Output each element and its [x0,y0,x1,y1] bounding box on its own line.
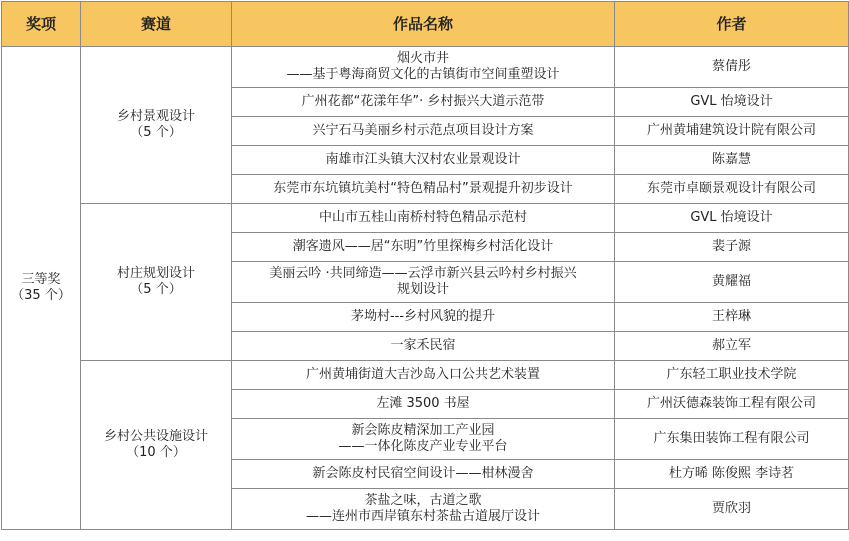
work-cell: 中山市五桂山南桥村特色精品示范村 [232,204,615,233]
work-cell: 左滩 3500 书屋 [232,390,615,419]
work-title: 烟火市井 [396,51,449,66]
table-row [2,47,849,88]
author-cell: 杜方晞 陈俊熙 李诗茗 [615,460,849,489]
track-cell [81,47,232,204]
work-subtitle: ——一体化陈皮产业专业平台 [338,439,508,454]
award-name: 三等奖 [21,272,61,287]
author-cell: 王梓琳 [615,303,849,332]
author-cell: 裴子源 [615,233,849,262]
work-subtitle: ——连州市西岸镇东村茶盐古道展厅设计 [305,509,540,524]
work-subtitle: 规划设计 [396,282,449,297]
work-cell: 广州黄埔街道大吉沙岛入口公共艺术装置 [232,361,615,390]
award-cell [2,47,81,530]
award-count: （35 个） [11,288,71,303]
work-title: 茶盐之味，古道之歌 [364,493,482,508]
header-work: 作品名称 [232,2,615,47]
work-cell: 南雄市江头镇大汉村农业景观设计 [232,146,615,175]
track-count: （10 个） [126,445,186,460]
work-cell [232,47,615,88]
author-cell: 贾欣羽 [615,489,849,530]
track-count: （5 个） [130,282,182,297]
track-name: 村庄规划设计 [116,266,195,281]
author-cell: 蔡倩彤 [615,47,849,88]
awards-table [1,1,849,530]
header-row [2,2,849,47]
track-name: 乡村公共设施设计 [103,429,208,444]
header-track: 赛道 [81,2,232,47]
work-cell: 兴宁石马美丽乡村示范点项目设计方案 [232,117,615,146]
author-cell: GVL 怡境设计 [615,204,849,233]
track-count: （5 个） [130,125,182,140]
track-cell [81,361,232,530]
author-cell: 广州沃德森装饰工程有限公司 [615,390,849,419]
header-author: 作者 [615,2,849,47]
author-cell: 陈嘉慧 [615,146,849,175]
work-cell: 一家禾民宿 [232,332,615,361]
work-subtitle: ——基于粤海商贸文化的古镇街市空间重塑设计 [286,67,560,82]
work-cell [232,262,615,303]
track-name: 乡村景观设计 [116,109,195,124]
author-cell: 广州黄埔建筑设计院有限公司 [615,117,849,146]
work-cell: 新会陈皮村民宿空间设计——柑林漫舍 [232,460,615,489]
work-cell [232,419,615,460]
work-cell: 潮客遗风——居“东明”竹里探梅乡村活化设计 [232,233,615,262]
author-cell: 广东集田装饰工程有限公司 [615,419,849,460]
author-cell: 东莞市卓颐景观设计有限公司 [615,175,849,204]
work-title: 美丽云吟 ·共同缔造——云浮市新兴县云吟村乡村振兴 [269,266,577,281]
author-cell: 黄耀福 [615,262,849,303]
author-cell: 郝立军 [615,332,849,361]
table-row [2,204,849,233]
author-cell: 广东轻工职业技术学院 [615,361,849,390]
work-title: 新会陈皮精深加工产业园 [351,423,495,438]
work-cell: 茅坳村---乡村风貌的提升 [232,303,615,332]
table-row [2,361,849,390]
work-cell: 东莞市东坑镇坑美村“特色精品村”景观提升初步设计 [232,175,615,204]
header-award: 奖项 [2,2,81,47]
work-cell [232,489,615,530]
work-cell: 广州花都“花漾年华”· 乡村振兴大道示范带 [232,88,615,117]
track-cell [81,204,232,361]
author-cell: GVL 怡境设计 [615,88,849,117]
